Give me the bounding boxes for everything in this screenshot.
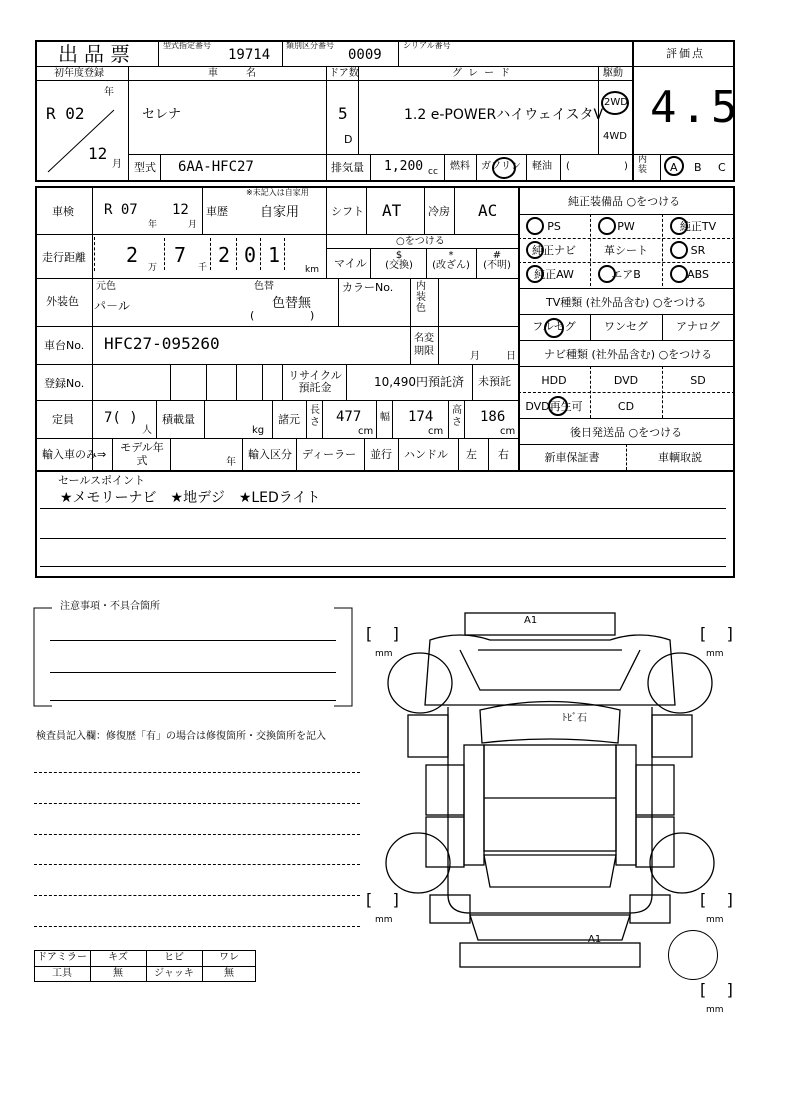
height-label: 高さ [452,405,462,428]
exterior-label: 外装色 [46,295,79,308]
nav-type-item: DVD [613,374,639,387]
capacity-label: 定員 [52,413,74,426]
equipment-item: PS [547,220,561,233]
length-unit: cm [358,426,374,437]
tv-divider [662,314,663,340]
grade-value: 1.2 e-POWERハイウェイスタV [404,107,604,123]
parallel-label: 並行 [370,448,392,461]
equipment-item: ABS [687,268,709,281]
serial-label: シリアル番号 [403,41,451,50]
equipment-item-circle [598,217,616,235]
equipment-item-circle [526,217,544,235]
sales-point-text: ★メモリーナビ ★地デジ ★LEDライト [60,490,321,506]
nav-divider [590,366,591,418]
parts-cell: 無 [224,968,234,979]
interior-grade-a: A [670,161,678,174]
nav-type-item: SD [690,374,706,387]
equipment-item: SR [690,244,706,257]
windshield-damage-mark: ﾄﾋﾞ石 [562,713,587,724]
drive-2wd: 2WD [604,97,628,108]
height-value: 186 [480,409,506,425]
chassis-value: HFC27-095260 [104,334,220,353]
inspection-label: 車検 [52,205,74,218]
chassis-label: 車台No. [44,339,85,352]
equipment-item: 純正AW [534,268,574,281]
tire-depth-unit-rl: mm [375,915,393,925]
handle-label: ハンドル [404,448,448,461]
rear-damage-mark: A1 [588,934,602,945]
sales-point-label: セールスポイント [58,474,146,487]
capacity-unit: 人 [142,425,152,436]
door-count: 5 [338,104,348,123]
equipment-item-circle [526,265,544,283]
equipment-item: 純正TV [679,220,717,233]
drive-label: 駆動 [603,68,623,79]
tire-depth-bracket-rl: [ ] [366,890,399,909]
grade-label: グレード [452,68,516,79]
width-value: 174 [408,409,434,425]
parts-cell: 工具 [52,968,72,979]
recycle-amount: 10,490円預託済 [374,375,464,389]
load-label: 積載量 [162,413,195,426]
fuel-other-open: ( [566,161,570,172]
inspection-year-unit: 年 [148,220,158,230]
parts-cell: ドアミラー [37,952,87,963]
length-value: 477 [336,409,362,425]
repaint-value: 色替無 [272,296,312,311]
inspector-label: 検査員記入欄：修復歴「有」の場合は修復箇所・交換箇所を記入 [36,731,326,742]
reg-no-label: 登録No. [44,377,85,390]
tire-depth-unit-rr: mm [706,915,724,925]
form-title: 出品票 [58,42,136,66]
equipment-divider [590,214,591,286]
history-label: 車歴 [206,205,228,218]
score-value: 4.5 [650,82,742,133]
nav-type-title: ナビ種類 (社外品含む) ○をつける [544,348,713,361]
notes-label: 注意事項・不具合箇所 [60,601,160,612]
name-change-label: 名変期限 [414,333,434,357]
mileage-digit-3: 2 [218,243,231,267]
parts-cell: 無 [113,968,123,979]
capacity-value: 7( ) [104,410,138,426]
equipment-item-circle [526,241,544,259]
tv-fullseg-circle [544,318,564,338]
model-year-unit: 年 [226,457,236,468]
nav-type-item: HDD [541,374,567,387]
inspection-month: 12 [172,202,189,218]
parts-cell: キズ [108,952,128,963]
first-reg-era-year: R 02 [46,104,85,123]
tv-divider [590,314,591,340]
interior-grade-b: B [694,161,702,174]
type-approval-no: 19714 [228,47,271,63]
parts-cell: ヒビ [164,952,184,963]
mile-opt-tampered: * (改ざん) [432,250,470,271]
equipment-item: エアB [611,268,641,281]
equipment-item: PW [617,220,635,233]
color-no-label: カラーNo. [342,281,394,294]
spare-tire-icon [668,930,718,980]
mile-opt-exchange: $ (交換) [385,250,413,271]
displacement-unit: cc [428,167,438,177]
height-unit: cm [500,426,516,437]
fuel-diesel: 軽油 [532,161,552,172]
nav-divider [518,392,735,393]
equipment-item-circle [670,217,688,235]
interior-a-circle [664,156,684,176]
type-approval-label: 型式指定番号 [163,41,211,50]
shift-value: AT [382,201,402,220]
nav-type-item: DVD再生可 [525,400,583,413]
inspection-month-unit: 月 [188,220,198,230]
equipment-item: 革シート [604,244,648,257]
equipment-divider [518,238,735,239]
mile-options-title: ○をつける [396,236,445,247]
interior-label: 内装 [638,155,648,175]
displacement-label: 排気量 [331,161,364,174]
recycle-status: 未預託 [478,375,511,388]
load-unit: kg [252,425,265,436]
ac-value: AC [478,201,498,220]
mileage-digit-5: 1 [268,243,281,267]
drive-2wd-circle [601,91,629,115]
door-label: ドア数 [329,68,359,79]
category-no: 0009 [348,47,382,63]
equipment-item-circle [598,265,616,283]
fuel-other-close: ) [624,161,628,172]
mileage-unit: km [305,265,319,275]
tv-type-item: フルセグ [532,320,576,333]
car-name: セレナ [142,107,182,122]
nav-divider [662,366,663,418]
tire-depth-unit-spare: mm [706,1005,724,1015]
mileage-digit-4: 0 [244,243,257,267]
equipment-divider [662,214,663,286]
equipment-divider [518,262,735,263]
handle-right: 右 [498,448,509,461]
equipment-item: 純正ナビ [532,244,576,257]
nav-type-item: CD [617,400,635,413]
car-name-label: 車名 [208,68,284,79]
displacement-value: 1,200 [384,159,424,174]
score-label: 評価点 [666,47,705,60]
parts-cell: ワレ [219,952,239,963]
mile-opt-unknown: # (不明) [483,250,511,271]
first-reg-year-unit: 年 [104,87,114,98]
model-label: 型式 [134,161,156,174]
first-reg-label: 初年度登録 [54,68,104,79]
history-note: ※未記入は自家用 [246,188,309,197]
tire-depth-unit-fl: mm [375,649,393,659]
dims-label: 諸元 [278,413,300,426]
import-class-label: 輸入区分 [248,448,292,461]
parts-cell: ジャッキ [154,968,194,979]
original-color: パ－ル [94,299,131,313]
name-change-month: 月 [470,351,480,362]
tire-depth-bracket-fr: [ ] [700,624,733,643]
interior-grade-c: C [718,161,726,174]
tv-type-item: アナログ [676,320,720,333]
door-suffix: D [344,133,353,146]
interior-color-label: 内装色 [416,281,426,314]
after-items-title: 後日発送品 ○をつける [570,426,683,439]
model-value: 6AA-HFC27 [178,159,254,175]
drive-4wd: 4WD [603,131,627,142]
fuel-gasoline: ガソリン [481,161,521,172]
repaint-paren-open: ( [250,309,255,322]
tv-type-title: TV種類 (社外品含む) ○をつける [546,296,707,309]
tv-type-item: ワンセグ [604,320,648,333]
recycle-label: リサイクル預託金 [288,369,342,394]
front-damage-mark: A1 [524,615,538,626]
equipment-item-circle [670,241,688,259]
original-color-label: 元色 [96,281,116,292]
mileage-sen-unit: 千 [198,263,208,273]
fuel-label: 燃料 [450,161,470,172]
tire-depth-bracket-rr: [ ] [700,890,733,909]
width-label: 幅 [380,412,390,423]
history-value: 自家用 [260,205,300,220]
tire-depth-unit-fr: mm [706,649,724,659]
fuel-gasoline-circle [492,157,516,179]
tire-depth-bracket-spare: [ ] [700,980,733,999]
repaint-label: 色替 [254,281,274,292]
first-reg-month-unit: 月 [112,159,122,170]
mile-label: マイル [334,257,367,270]
category-label: 類別区分番号 [286,41,334,50]
repaint-paren-close: ) [310,309,315,322]
car-body-diagram [360,595,740,975]
dealer-label: ディーラー [302,448,357,461]
handle-left: 左 [466,448,477,461]
after-divider [626,444,627,470]
after-item: 車輌取説 [658,451,702,464]
first-reg-month: 12 [88,144,108,163]
equipment-item-circle [670,265,688,283]
nav-dvd-playback-circle [548,396,568,416]
after-item: 新車保証書 [544,451,600,464]
mileage-digit-2: 7 [174,243,187,267]
ac-label: 冷房 [428,205,450,218]
inspection-era-year: R 07 [104,202,138,218]
name-change-day: 日 [506,351,516,362]
mileage-label: 走行距離 [42,251,86,264]
import-label: 輸入車のみ⇒ [42,448,107,461]
notes-bracket [32,606,354,708]
tire-depth-bracket-fl: [ ] [366,624,399,643]
length-label: 長さ [310,405,320,428]
mileage-digit-1: 2 [126,243,139,267]
first-reg-slash [46,104,116,174]
shift-label: シフト [331,205,364,218]
model-year-label: モデル年式 [120,441,164,467]
width-unit: cm [428,426,444,437]
equipment-title: 純正装備品 ○をつける [568,195,681,208]
mileage-man-unit: 万 [148,263,158,273]
